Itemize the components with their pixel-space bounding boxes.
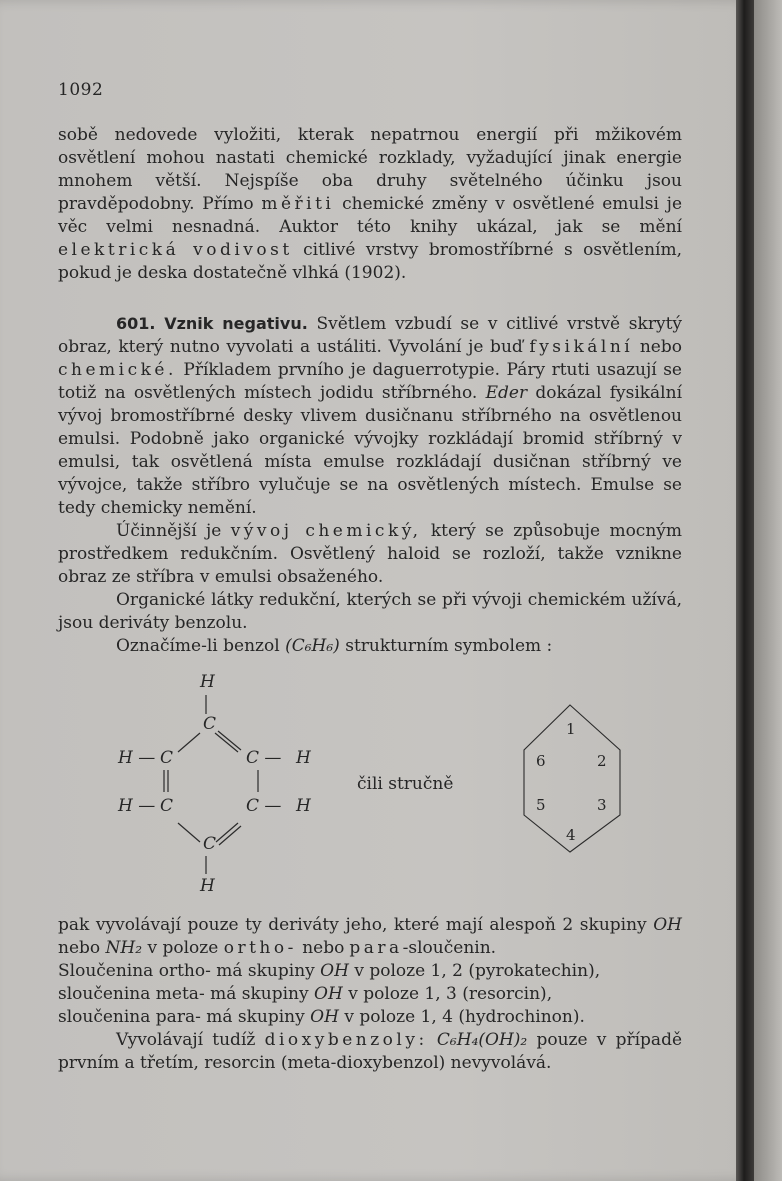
sec-p1-d: dokázal fysikální vývoj bromostříbrné desky vlivem dusičnanu stříbrného na osvětlenou emulsi. Podobně jako organické vývojky rozkládají bromid stříbrný v emulsi, tak osvětlená místa emulse rozkládají dusičnan stříbrný ve vývojce, takže stříbro vylučuje se na osvětlených místech. Emulse se tedy chemicky nemění. (58, 383, 683, 518)
para-a: sloučenina para- má skupiny (58, 1007, 305, 1027)
sec-spaced-chemicke: chemické. (58, 360, 177, 380)
p4-b: strukturním symbolem : (345, 636, 553, 656)
hex-label-6: 6 (536, 752, 546, 770)
atom-c-left-up: C (160, 748, 174, 768)
p2-b: který se způsobuje mocným prostředkem redukčním. Osvětlený haloid se rozloží, takže vznikne obraz ze stříbra v emulsi obsaženého. (58, 521, 683, 587)
last-b: pouze v případě prvním a třetím, resorcin (meta-dioxybenzol) nevyvolává. (58, 1030, 683, 1073)
atom-c-bottom: C (203, 834, 217, 854)
meta-a: sloučenina meta- má skupiny (58, 984, 309, 1004)
p5-spaced-ortho: ortho- (223, 938, 297, 958)
section-number: 601. (116, 314, 156, 333)
sec-p1-c: Příkladem prvního je daguerrotypie. Páry rtuti usazují se totiž na osvětlených místech jodidu stříbrného. (58, 360, 682, 403)
p5-nebo2: nebo (302, 938, 345, 958)
atom-c-top: C (203, 714, 217, 734)
p5-end: -sloučenin. (402, 938, 497, 958)
p5-a: pak vyvolávají pouze ty deriváty jeho, které mají alespoň 2 skupiny (58, 915, 647, 935)
last-formula: C₆H₄(OH)₂ (436, 1030, 528, 1050)
p5-nebo: nebo (58, 938, 101, 958)
ortho-oh: OH (320, 961, 349, 981)
p5-nh2: NH₂ (105, 938, 143, 958)
meta-oh: OH (314, 984, 343, 1004)
atom-h-left-down: H — (118, 796, 156, 816)
p2-spaced-vyvoj: vývoj chemický, (230, 521, 422, 541)
para1-end: citlivé vrstvy bromostříbrné s osvětlením, pokud je deska dostatečně vlhká (1902). (58, 240, 683, 283)
p5-spaced-para: para (349, 938, 403, 958)
atom-h-left-up: H — (118, 748, 156, 768)
ortho-a: Sloučenina ortho- má skupiny (58, 961, 315, 981)
atom-h-right-up: H (296, 748, 311, 768)
hex-label-4: 4 (566, 826, 576, 844)
page-number: 1092 (58, 80, 104, 100)
p4-a: Označíme-li benzol (116, 636, 280, 656)
p4-formula: (C₆H₆) (285, 636, 340, 656)
bond-bottom-right-double (219, 826, 241, 845)
para1-spaced-vodivost: elektrická vodivost (58, 240, 293, 260)
para1-b-pre: Přímo (202, 194, 254, 214)
hex-label-1: 1 (566, 720, 576, 738)
atom-h-bottom: H (200, 876, 215, 896)
para-oh: OH (310, 1007, 339, 1027)
section-title: Vznik negativu. (164, 314, 308, 333)
atom-h-right-down: H (296, 796, 311, 816)
cili-strucne: čili stručně (357, 774, 454, 794)
p5-oh: OH (653, 915, 682, 935)
ortho-b: v poloze 1, 2 (pyrokatechin), (354, 961, 601, 981)
atom-c-right-down: C — (246, 796, 282, 816)
sec-p1-b: nebo (639, 337, 682, 357)
atom-c-right-up: C — (246, 748, 282, 768)
last-a: Vyvolávají tudíž (116, 1030, 256, 1050)
para-b: v poloze 1, 4 (hydrochinon). (344, 1007, 585, 1027)
atom-h-top: H (200, 672, 215, 692)
bond-bottom-right (216, 823, 238, 842)
last-spaced-dioxybenzoly: dioxybenzoly: (264, 1030, 428, 1050)
bond-top-right-double (218, 731, 241, 750)
hex-label-5: 5 (536, 796, 546, 814)
para1-b-post: chemické změny v osvětlené emulsi je věc velmi nesnadná. Auktor této knihy ukázal, jak se mění (58, 194, 683, 237)
p2-a: Účinnější je (116, 521, 222, 541)
sec-spaced-fysikalni: fysikální (529, 337, 634, 357)
atom-c-left-down: C (160, 796, 174, 816)
sec-p1-a: Světlem vzbudí se v citlivé vrstvě skrytý obraz, který nutno vyvolati a ustáliti. Vyvolání je buď (58, 314, 683, 357)
hex-label-3: 3 (597, 796, 607, 814)
para1-spaced-meriti: měřiti (261, 194, 335, 214)
hex-label-2: 2 (597, 752, 607, 770)
bond-bottom-left (178, 823, 200, 842)
paragraph-derivaty (58, 914, 682, 1075)
bond-top-right (215, 733, 238, 752)
meta-b: v poloze 1, 3 (resorcin), (348, 984, 553, 1004)
p5-v: v poloze (147, 938, 219, 958)
para1-text: sobě nedovede vyložiti, kterak nepatrnou energií při mžikovém osvětlení mohou nastati chemické rozklady, vyžadující jinak energie mnohem větší. Nejspíše oba druhy světelného účinku jsou pravděpodobny. (58, 125, 682, 214)
p3: Organické látky redukční, kterých se při vývoji chemickém užívá, jsou deriváty benzolu. (58, 590, 682, 633)
bond-top-left (178, 733, 200, 752)
sec-eder: Eder (485, 383, 528, 403)
